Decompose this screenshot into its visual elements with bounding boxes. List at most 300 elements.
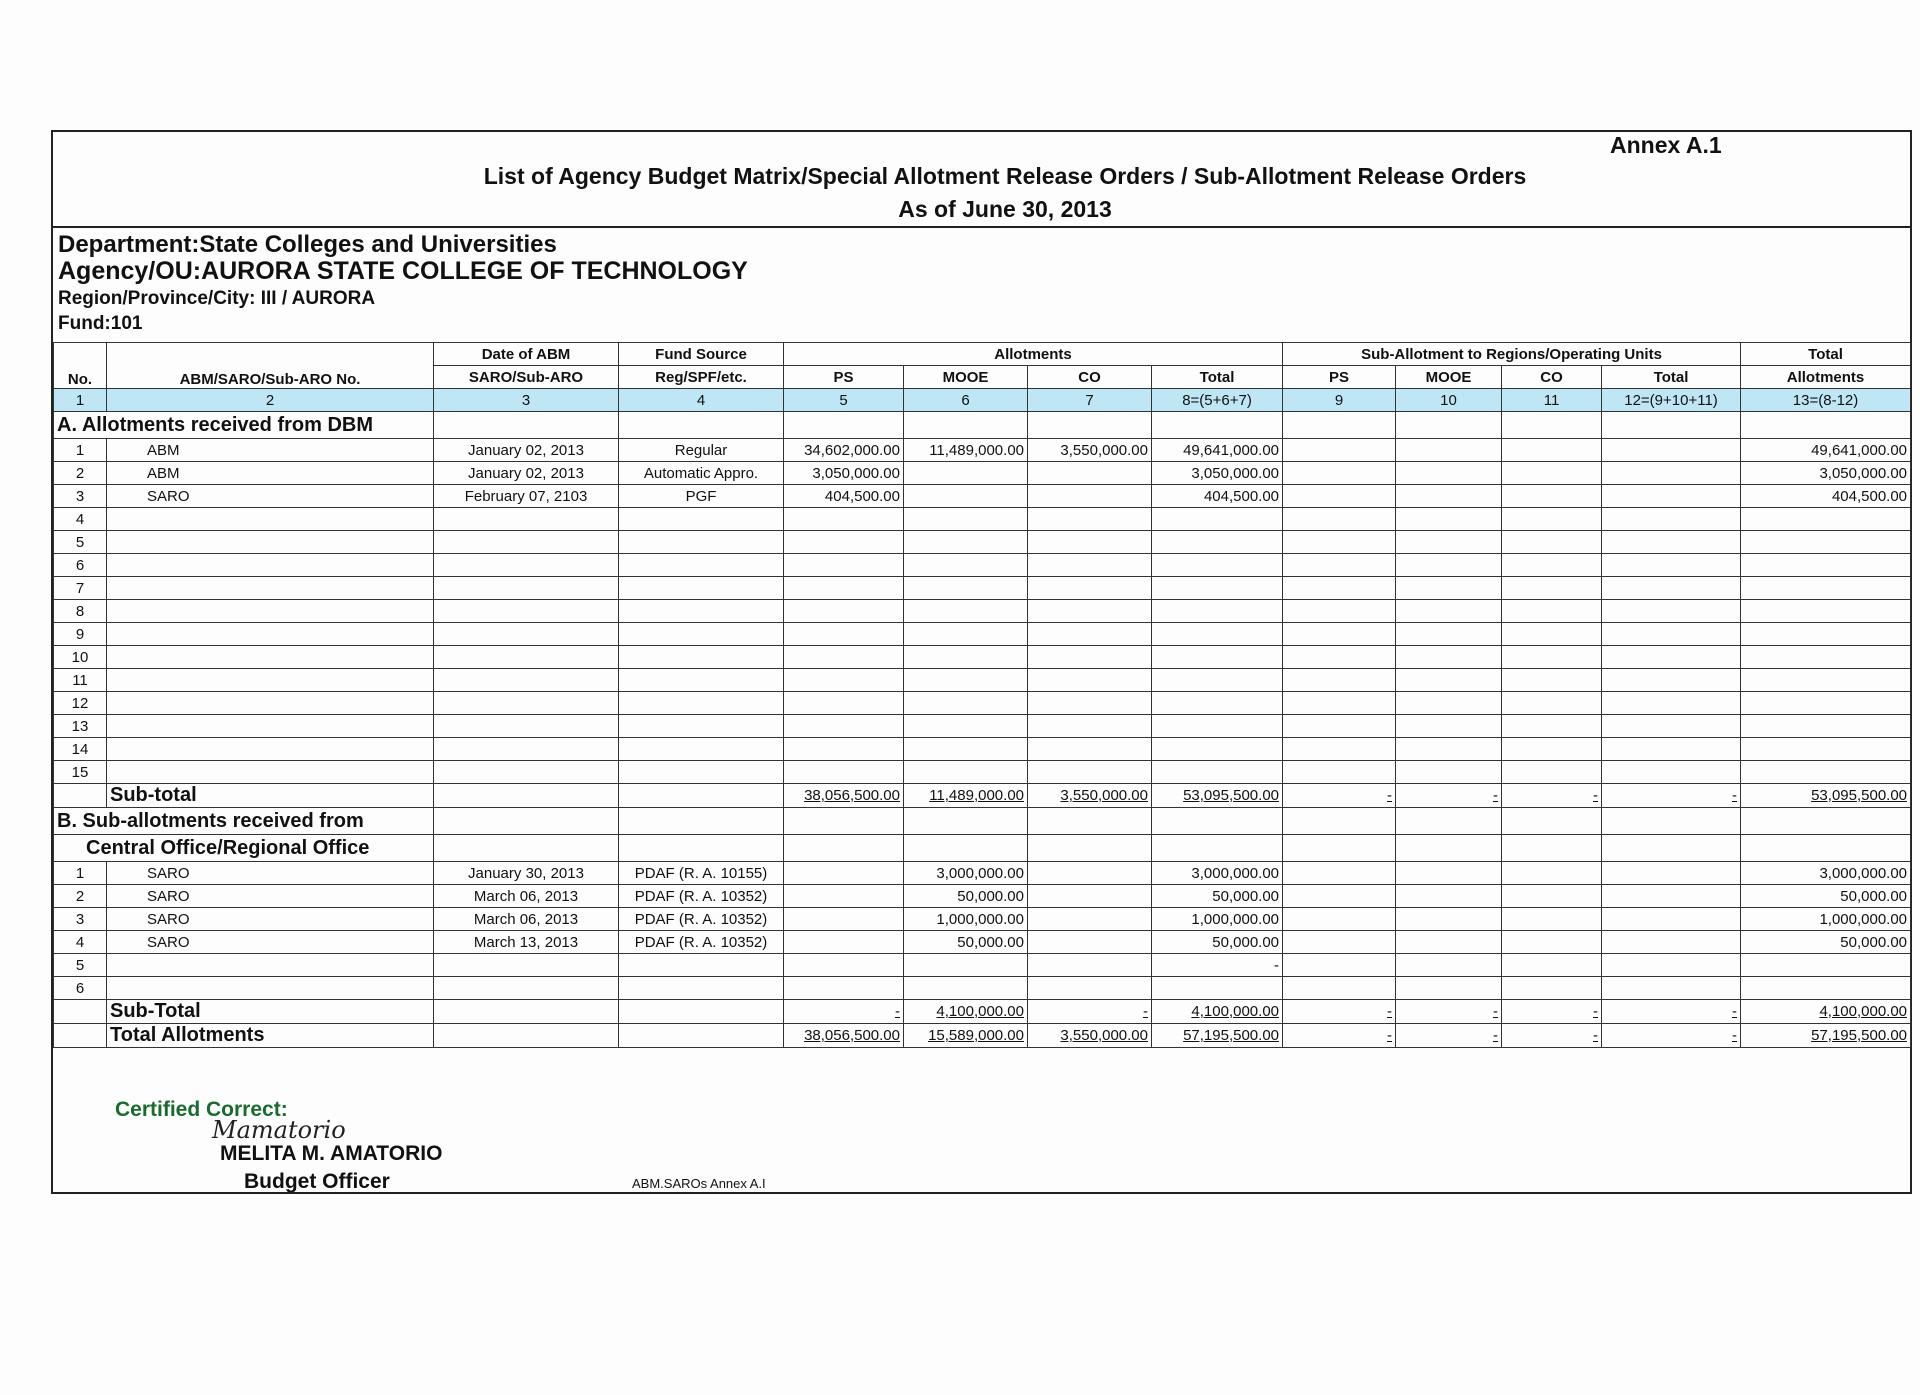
row-date: February 07, 2103 — [434, 485, 619, 508]
row-sub-total — [1602, 908, 1741, 931]
section-a-rows — [54, 439, 1911, 784]
row-sub-mooe — [1396, 439, 1502, 462]
column-number: 10 — [1396, 389, 1502, 412]
header-total-allotments-1: Total — [1741, 343, 1911, 366]
row-sub-co — [1502, 862, 1602, 885]
row-total: - — [1152, 954, 1283, 977]
row-date — [434, 646, 619, 669]
row-sub-ps — [1283, 885, 1396, 908]
row-sub-ps — [1283, 761, 1396, 784]
row-abm — [107, 623, 434, 646]
header-sub-ps: PS — [1283, 366, 1396, 389]
row-mooe — [904, 462, 1028, 485]
row-date — [434, 577, 619, 600]
row-ps: 404,500.00 — [784, 485, 904, 508]
row-mooe — [904, 738, 1028, 761]
row-total-allotments — [1741, 577, 1911, 600]
row-abm — [107, 954, 434, 977]
row-sub-ps — [1283, 954, 1396, 977]
row-total — [1152, 738, 1283, 761]
table-row — [54, 531, 1911, 554]
row-ps — [784, 554, 904, 577]
row-sub-ps — [1283, 485, 1396, 508]
row-abm — [107, 508, 434, 531]
row-total-allotments — [1741, 761, 1911, 784]
footer-filename: ABM.SAROs Annex A.I — [632, 1176, 766, 1191]
row-sub-mooe — [1396, 600, 1502, 623]
row-fund — [619, 954, 784, 977]
row-mooe: 3,000,000.00 — [904, 862, 1028, 885]
row-mooe — [904, 715, 1028, 738]
table-row — [54, 600, 1911, 623]
row-abm — [107, 761, 434, 784]
row-sub-total — [1602, 715, 1741, 738]
row-no: 3 — [54, 485, 107, 508]
row-total — [1152, 623, 1283, 646]
grand-total-mooe: 15,589,000.00 — [904, 1024, 1028, 1048]
row-total: 3,050,000.00 — [1152, 462, 1283, 485]
row-sub-total — [1602, 508, 1741, 531]
row-total — [1152, 600, 1283, 623]
row-sub-co — [1502, 646, 1602, 669]
row-date: January 02, 2013 — [434, 462, 619, 485]
header-date-2: SARO/Sub-ARO — [434, 366, 619, 389]
subtotal-sub-co: - — [1502, 1000, 1602, 1024]
row-sub-mooe — [1396, 715, 1502, 738]
row-total-allotments — [1741, 669, 1911, 692]
row-ps — [784, 646, 904, 669]
row-no: 7 — [54, 577, 107, 600]
header-mooe: MOOE — [904, 366, 1028, 389]
row-sub-ps — [1283, 862, 1396, 885]
row-total-allotments — [1741, 508, 1911, 531]
row-no: 2 — [54, 462, 107, 485]
row-abm: SARO — [107, 485, 434, 508]
row-co — [1028, 485, 1152, 508]
row-total: 50,000.00 — [1152, 931, 1283, 954]
row-date: March 13, 2013 — [434, 931, 619, 954]
row-total: 50,000.00 — [1152, 885, 1283, 908]
row-fund — [619, 600, 784, 623]
row-abm: SARO — [107, 931, 434, 954]
row-date — [434, 954, 619, 977]
row-mooe — [904, 761, 1028, 784]
row-no: 14 — [54, 738, 107, 761]
row-co — [1028, 715, 1152, 738]
row-sub-total — [1602, 977, 1741, 1000]
row-mooe — [904, 531, 1028, 554]
row-sub-mooe — [1396, 485, 1502, 508]
row-total-allotments: 1,000,000.00 — [1741, 908, 1911, 931]
row-abm — [107, 738, 434, 761]
row-sub-co — [1502, 931, 1602, 954]
row-ps — [784, 908, 904, 931]
table-row — [54, 761, 1911, 784]
row-fund: PDAF (R. A. 10155) — [619, 862, 784, 885]
row-sub-total — [1602, 623, 1741, 646]
row-mooe — [904, 646, 1028, 669]
row-sub-co — [1502, 761, 1602, 784]
row-sub-ps — [1283, 531, 1396, 554]
row-sub-ps — [1283, 623, 1396, 646]
as-of-date: As of June 30, 2013 — [898, 196, 1112, 222]
row-sub-total — [1602, 738, 1741, 761]
row-fund — [619, 977, 784, 1000]
row-sub-ps — [1283, 646, 1396, 669]
row-ps — [784, 669, 904, 692]
row-ps — [784, 600, 904, 623]
row-sub-co — [1502, 600, 1602, 623]
row-total-allotments — [1741, 531, 1911, 554]
row-date — [434, 669, 619, 692]
section-b-label-1: B. Sub-allotments received from — [54, 808, 434, 835]
row-sub-total — [1602, 669, 1741, 692]
row-fund — [619, 715, 784, 738]
section-a-subtotal — [54, 784, 1911, 808]
header-sub-mooe: MOOE — [1396, 366, 1502, 389]
row-sub-mooe — [1396, 931, 1502, 954]
row-sub-total — [1602, 862, 1741, 885]
row-fund — [619, 646, 784, 669]
row-sub-mooe — [1396, 554, 1502, 577]
row-sub-total — [1602, 931, 1741, 954]
row-sub-total — [1602, 954, 1741, 977]
row-abm: ABM — [107, 462, 434, 485]
row-total-allotments: 49,641,000.00 — [1741, 439, 1911, 462]
subtotal-label: Sub-Total — [107, 1000, 434, 1024]
row-mooe — [904, 554, 1028, 577]
row-sub-co — [1502, 954, 1602, 977]
row-sub-mooe — [1396, 977, 1502, 1000]
row-fund — [619, 623, 784, 646]
section-b-subtotal — [54, 1000, 1911, 1024]
row-total — [1152, 531, 1283, 554]
row-mooe — [904, 577, 1028, 600]
row-ps — [784, 862, 904, 885]
row-mooe: 11,489,000.00 — [904, 439, 1028, 462]
table-row — [54, 862, 1911, 885]
row-co — [1028, 954, 1152, 977]
header-date-1: Date of ABM — [434, 343, 619, 366]
row-sub-total — [1602, 692, 1741, 715]
row-total — [1152, 508, 1283, 531]
table-row — [54, 738, 1911, 761]
section-b-header-1 — [54, 808, 1911, 835]
subtotal-sub-total: - — [1602, 784, 1741, 808]
subtotal-sub-ps: - — [1283, 784, 1396, 808]
row-date — [434, 692, 619, 715]
row-no: 1 — [54, 439, 107, 462]
row-co — [1028, 646, 1152, 669]
row-sub-ps — [1283, 554, 1396, 577]
row-sub-total — [1602, 646, 1741, 669]
row-no: 2 — [54, 885, 107, 908]
grand-total-sub-total: - — [1602, 1024, 1741, 1048]
row-total — [1152, 977, 1283, 1000]
header-total-allotments-2: Allotments — [1741, 366, 1911, 389]
row-total: 3,000,000.00 — [1152, 862, 1283, 885]
section-b-label-2: Central Office/Regional Office — [54, 835, 434, 862]
table-row — [54, 715, 1911, 738]
row-abm — [107, 600, 434, 623]
row-total — [1152, 646, 1283, 669]
table-row — [54, 908, 1911, 931]
row-ps — [784, 977, 904, 1000]
row-ps: 34,602,000.00 — [784, 439, 904, 462]
section-a-header — [54, 412, 1911, 439]
grand-total-co: 3,550,000.00 — [1028, 1024, 1152, 1048]
row-date — [434, 738, 619, 761]
row-sub-co — [1502, 669, 1602, 692]
row-date — [434, 761, 619, 784]
row-total — [1152, 554, 1283, 577]
row-fund — [619, 692, 784, 715]
row-mooe — [904, 977, 1028, 1000]
row-ps: 3,050,000.00 — [784, 462, 904, 485]
table-row — [54, 439, 1911, 462]
row-fund — [619, 508, 784, 531]
subtotal-total: 53,095,500.00 — [1152, 784, 1283, 808]
subtotal-mooe: 11,489,000.00 — [904, 784, 1028, 808]
table-row — [54, 885, 1911, 908]
row-sub-co — [1502, 554, 1602, 577]
subtotal-ps: 38,056,500.00 — [784, 784, 904, 808]
header-no: No. — [54, 343, 107, 389]
table-row — [54, 554, 1911, 577]
officer-title: Budget Officer — [244, 1170, 390, 1193]
row-sub-ps — [1283, 439, 1396, 462]
row-sub-mooe — [1396, 738, 1502, 761]
row-no: 4 — [54, 508, 107, 531]
row-sub-mooe — [1396, 508, 1502, 531]
row-sub-total — [1602, 485, 1741, 508]
column-number: 2 — [107, 389, 434, 412]
row-sub-mooe — [1396, 623, 1502, 646]
row-sub-total — [1602, 885, 1741, 908]
column-number: 9 — [1283, 389, 1396, 412]
row-total-allotments — [1741, 738, 1911, 761]
row-no: 8 — [54, 600, 107, 623]
grand-total-label: Total Allotments — [107, 1024, 434, 1048]
row-date: March 06, 2013 — [434, 885, 619, 908]
column-number: 4 — [619, 389, 784, 412]
row-sub-mooe — [1396, 862, 1502, 885]
row-date — [434, 715, 619, 738]
section-a-label: A. Allotments received from DBM — [54, 412, 434, 439]
table-row — [54, 931, 1911, 954]
row-abm — [107, 715, 434, 738]
row-date — [434, 600, 619, 623]
row-co — [1028, 761, 1152, 784]
row-no: 10 — [54, 646, 107, 669]
row-total — [1152, 577, 1283, 600]
row-total-allotments — [1741, 554, 1911, 577]
section-b-rows — [54, 862, 1911, 1000]
row-sub-total — [1602, 531, 1741, 554]
row-total-allotments — [1741, 715, 1911, 738]
row-sub-mooe — [1396, 577, 1502, 600]
row-sub-co — [1502, 692, 1602, 715]
header-total: Total — [1152, 366, 1283, 389]
row-sub-co — [1502, 508, 1602, 531]
department: Department:State Colleges and Universities — [58, 231, 557, 258]
row-total-allotments — [1741, 977, 1911, 1000]
row-no: 4 — [54, 931, 107, 954]
row-sub-mooe — [1396, 531, 1502, 554]
row-no: 5 — [54, 531, 107, 554]
subtotal-mooe: 4,100,000.00 — [904, 1000, 1028, 1024]
row-no: 12 — [54, 692, 107, 715]
row-sub-mooe — [1396, 692, 1502, 715]
row-abm — [107, 646, 434, 669]
row-no: 6 — [54, 977, 107, 1000]
officer-name: MELITA M. AMATORIO — [220, 1142, 443, 1165]
row-sub-total — [1602, 577, 1741, 600]
row-sub-co — [1502, 908, 1602, 931]
row-sub-ps — [1283, 462, 1396, 485]
subtotal-label: Sub-total — [107, 784, 434, 808]
table-row — [54, 692, 1911, 715]
row-sub-co — [1502, 439, 1602, 462]
row-sub-co — [1502, 462, 1602, 485]
row-fund: PDAF (R. A. 10352) — [619, 931, 784, 954]
divider — [51, 226, 1912, 228]
row-co — [1028, 600, 1152, 623]
grand-total-total: 57,195,500.00 — [1152, 1024, 1283, 1048]
subtotal-sub-total: - — [1602, 1000, 1741, 1024]
row-fund: PDAF (R. A. 10352) — [619, 908, 784, 931]
table-row — [54, 508, 1911, 531]
row-mooe — [904, 692, 1028, 715]
grand-total-sub-ps: - — [1283, 1024, 1396, 1048]
row-sub-mooe — [1396, 885, 1502, 908]
subtotal-total-allotments: 53,095,500.00 — [1741, 784, 1911, 808]
grand-total-allotments: 57,195,500.00 — [1741, 1024, 1911, 1048]
row-sub-ps — [1283, 738, 1396, 761]
row-sub-co — [1502, 531, 1602, 554]
row-total-allotments: 50,000.00 — [1741, 885, 1911, 908]
row-no: 6 — [54, 554, 107, 577]
region: Region/Province/City: III / AURORA — [58, 288, 376, 309]
row-sub-ps — [1283, 931, 1396, 954]
row-abm: SARO — [107, 908, 434, 931]
row-date: March 06, 2013 — [434, 908, 619, 931]
column-number: 5 — [784, 389, 904, 412]
header-ps: PS — [784, 366, 904, 389]
row-total-allotments — [1741, 600, 1911, 623]
row-co — [1028, 669, 1152, 692]
row-sub-total — [1602, 600, 1741, 623]
row-no: 9 — [54, 623, 107, 646]
row-sub-co — [1502, 885, 1602, 908]
row-date — [434, 508, 619, 531]
row-co — [1028, 531, 1152, 554]
row-ps — [784, 931, 904, 954]
row-co — [1028, 508, 1152, 531]
row-date — [434, 977, 619, 1000]
row-mooe: 1,000,000.00 — [904, 908, 1028, 931]
row-total-allotments — [1741, 646, 1911, 669]
row-abm — [107, 577, 434, 600]
row-no: 5 — [54, 954, 107, 977]
row-date: January 02, 2013 — [434, 439, 619, 462]
row-sub-mooe — [1396, 954, 1502, 977]
row-date — [434, 554, 619, 577]
table-row — [54, 623, 1911, 646]
header-sub-allotment: Sub-Allotment to Regions/Operating Units — [1283, 343, 1741, 366]
row-co: 3,550,000.00 — [1028, 439, 1152, 462]
row-ps — [784, 692, 904, 715]
row-fund — [619, 761, 784, 784]
table-row — [54, 485, 1911, 508]
row-sub-ps — [1283, 577, 1396, 600]
row-abm — [107, 977, 434, 1000]
row-sub-mooe — [1396, 669, 1502, 692]
row-total-allotments — [1741, 623, 1911, 646]
row-mooe — [904, 669, 1028, 692]
row-abm: ABM — [107, 439, 434, 462]
subtotal-sub-co: - — [1502, 784, 1602, 808]
row-mooe: 50,000.00 — [904, 931, 1028, 954]
row-sub-co — [1502, 738, 1602, 761]
row-total: 1,000,000.00 — [1152, 908, 1283, 931]
header-allotments: Allotments — [784, 343, 1283, 366]
annex-label: Annex A.1 — [1610, 132, 1722, 158]
row-fund — [619, 531, 784, 554]
row-sub-mooe — [1396, 761, 1502, 784]
row-sub-ps — [1283, 908, 1396, 931]
column-number: 12=(9+10+11) — [1602, 389, 1741, 412]
row-fund: PDAF (R. A. 10352) — [619, 885, 784, 908]
header-fund-2: Reg/SPF/etc. — [619, 366, 784, 389]
allotment-table — [53, 342, 1911, 1048]
column-number: 11 — [1502, 389, 1602, 412]
column-number: 1 — [54, 389, 107, 412]
row-sub-mooe — [1396, 908, 1502, 931]
row-mooe — [904, 600, 1028, 623]
row-total-allotments: 50,000.00 — [1741, 931, 1911, 954]
row-mooe: 50,000.00 — [904, 885, 1028, 908]
column-number: 7 — [1028, 389, 1152, 412]
table-row — [54, 977, 1911, 1000]
grand-total-sub-co: - — [1502, 1024, 1602, 1048]
row-abm — [107, 692, 434, 715]
row-sub-total — [1602, 554, 1741, 577]
table-row — [54, 646, 1911, 669]
grand-total-row — [54, 1024, 1911, 1048]
row-total: 404,500.00 — [1152, 485, 1283, 508]
row-no: 1 — [54, 862, 107, 885]
row-mooe — [904, 485, 1028, 508]
row-fund — [619, 577, 784, 600]
row-ps — [784, 508, 904, 531]
subtotal-co: - — [1028, 1000, 1152, 1024]
subtotal-sub-mooe: - — [1396, 784, 1502, 808]
header-fund-1: Fund Source — [619, 343, 784, 366]
row-fund — [619, 738, 784, 761]
row-ps — [784, 885, 904, 908]
grand-total-sub-mooe: - — [1396, 1024, 1502, 1048]
row-sub-ps — [1283, 692, 1396, 715]
row-total — [1152, 761, 1283, 784]
subtotal-sub-ps: - — [1283, 1000, 1396, 1024]
row-no: 3 — [54, 908, 107, 931]
row-mooe — [904, 623, 1028, 646]
column-number: 8=(5+6+7) — [1152, 389, 1283, 412]
row-fund — [619, 554, 784, 577]
row-total-allotments — [1741, 692, 1911, 715]
row-total-allotments: 3,000,000.00 — [1741, 862, 1911, 885]
